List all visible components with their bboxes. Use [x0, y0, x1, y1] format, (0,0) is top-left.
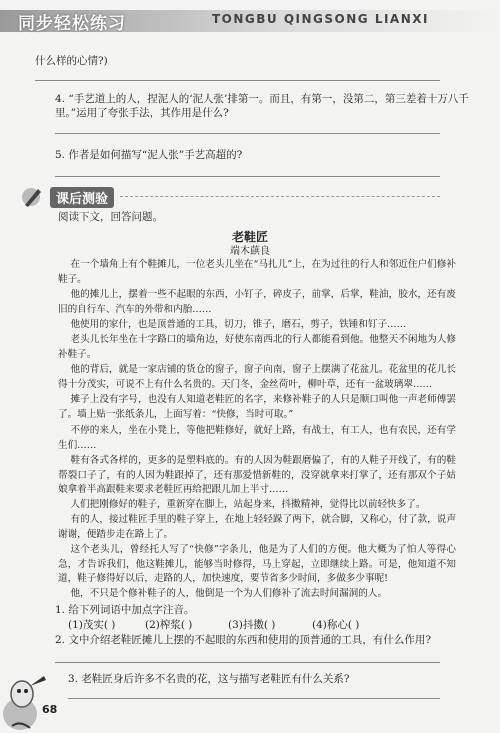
story-paragraph: 人们把刚修好的鞋子，重新穿在脚上，站起身来，抖擞精神，觉得比以前轻快多了。	[70, 499, 426, 510]
question-4-line2: 里。”运用了夸张手法，其作用是什么?	[55, 107, 229, 119]
section-header	[20, 185, 440, 209]
question-4-line1: 4. “手艺道上的人，捏泥人的‘泥人张’排第一。而且，有第一，没第二，第三差着十万八千	[55, 93, 469, 105]
story-paragraph: 摊子上没有字号，也没有人知道老鞋匠的名字，来修补鞋子的人只是顺口叫他一声老师傅罢了。墙上贴一张纸条儿，上面写着：“快修，当时可取。”	[58, 394, 456, 420]
story-paragraph: 这个老头儿，曾经托人写了“快修”字条儿，他是为了人们的方便。他大概为了怕人等得心急，才告诉我们，他这鞋摊儿，能够当时修得，马上穿起，立即继续上路。可是，他知道不知道，鞋子修得好以后，走路的人，加快速度，要节省多少时间，多做多少事呢!	[58, 544, 456, 585]
story-paragraph: 有的人，接过鞋匠手里的鞋子穿上，在地上轻轻跺了两下，就合脚，又称心，付了款，说声谢谢，便踏步走在路上了。	[58, 514, 456, 540]
story-paragraph: 他的背后，就是一家店铺的货仓的窗子，窗子向南，窗子上摆满了花盆儿。花盆里的花儿长得十分茂实，可说不上有什么名贵的。天门冬，金丝荷叶，柳叶草，还有一盆玻璃翠……	[58, 364, 456, 390]
exercise-2: 2. 文中介绍老鞋匠摊儿上摆的不起眼的东西和使用的顶普通的工具，有什么作用?	[55, 634, 431, 646]
pen-icon	[20, 185, 46, 209]
page-header	[0, 0, 500, 44]
exercise-1: 1. 给下列词语中加点字注音。	[55, 604, 195, 616]
section-instruction: 阅读下文，回答问题。	[58, 211, 163, 223]
story-paragraph: 不停的来人，坐在小凳上，等他把鞋修好，就好上路，有战士，有工人，也有农民，还有学生们……	[58, 425, 456, 451]
question-5: 5. 作者是如何描写“泥人张”手艺高超的?	[55, 149, 243, 161]
story-paragraph: 老头儿长年坐在十字路口的墙角边，好使东南西北的行人都能看到他。他整天不闲地为人修补鞋子。	[58, 334, 456, 360]
answer-line	[55, 662, 440, 663]
question-3-tail: 什么样的心情?)	[35, 55, 108, 67]
page-number: 68	[42, 703, 58, 716]
answer-line	[55, 133, 440, 134]
exercise-1-item: (2)榨浆( )	[145, 619, 193, 631]
story-paragraph: 他使用的家什，也是顶普通的工具，切刀，锥子，磨石，剪子，铁锤和钉子……	[70, 319, 407, 330]
answer-line	[35, 80, 440, 81]
header-pinyin: TONGBU QINGSONG LIANXI	[212, 12, 429, 26]
section-title: 课后测验	[50, 187, 114, 208]
story-paragraph: 他的摊儿上，摆着一些不起眼的东西，小钉子，碎皮子，前掌，后掌，鞋油，胶水，还有废旧的自行车、汽车的外带和内胎……	[58, 289, 456, 315]
story-author: 端木蕻良	[230, 246, 270, 257]
exercise-3: 3. 老鞋匠身后许多不名贵的花，这与描写老鞋匠有什么关系?	[68, 673, 350, 685]
section-divider	[120, 196, 440, 198]
header-title: 同步轻松练习	[18, 14, 126, 34]
answer-line	[68, 698, 440, 699]
story-title: 老鞋匠	[231, 230, 268, 244]
story-paragraph: 他，不只是个修补鞋子的人，他倒是一个为人们修补了流去时间漏洞的人。	[70, 588, 388, 599]
cartoon-mascot-icon	[0, 664, 52, 733]
exercise-1-item: (3)抖擞( )	[228, 619, 276, 631]
exercise-1-item: (4)称心( )	[312, 619, 360, 631]
answer-line	[55, 176, 440, 177]
story-paragraph: 在一个墙角上有个鞋摊儿，一位老头儿坐在“马扎儿”上，在为过往的行人和邻近住户们修补鞋子。	[58, 259, 456, 285]
exercise-1-item: (1)茂实( )	[68, 619, 116, 631]
story-paragraph: 鞋有各式各样的，更多的是塑料底的。有的人因为鞋跟磨偏了，有的人鞋子开线了，有的鞋帮裂口子了，有的人因为鞋跟掉了，还有那爱惜新鞋的，没穿就拿来打掌了，还有那双个子姑娘拿着半高跟鞋来要求老鞋匠再给把跟儿加上半寸……	[58, 455, 456, 496]
